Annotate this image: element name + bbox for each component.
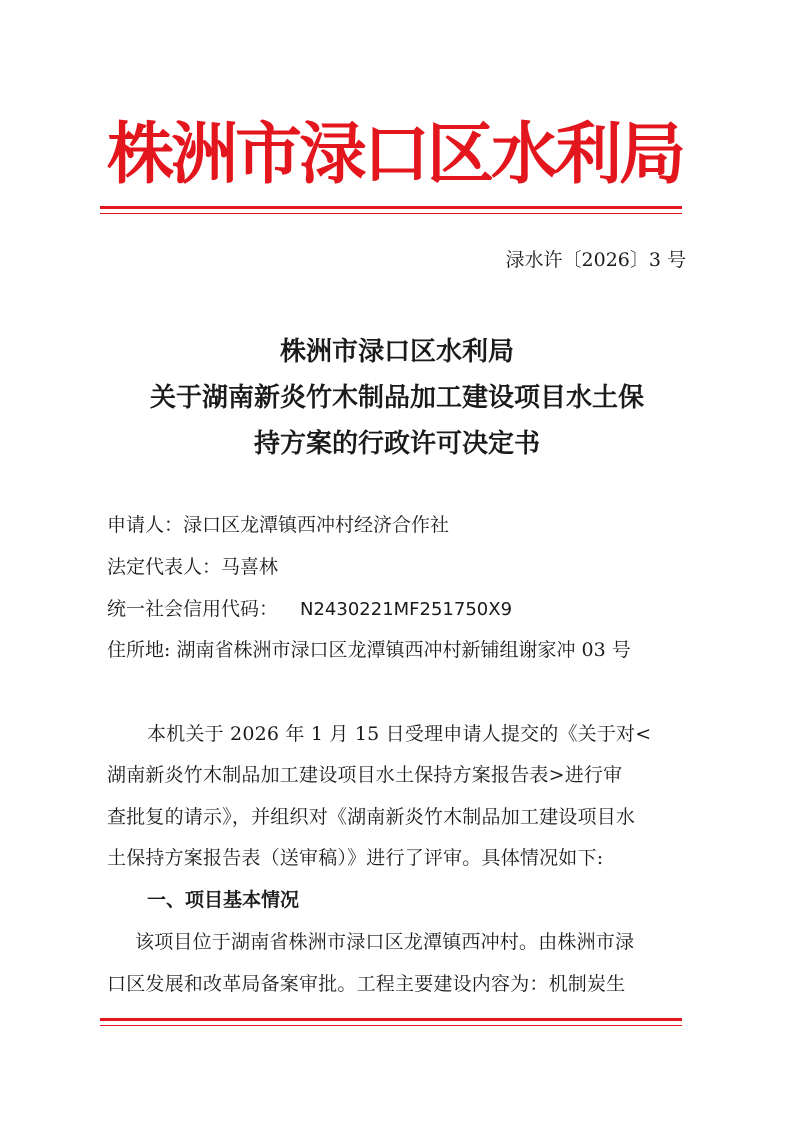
body-paragraph-1-line-4: 土保持方案报告表（送审稿）》进行了评审。具体情况如下:	[107, 847, 604, 869]
address-row	[107, 635, 631, 665]
footer-rule-thin	[100, 1025, 682, 1026]
credit-code-row	[107, 594, 512, 625]
section-1-heading: 一、项目基本情况	[147, 889, 300, 911]
header-rule-thick	[100, 206, 682, 209]
legal-rep-value: 马喜林	[221, 556, 279, 578]
body-paragraph-1-line-3: 查批复的请示》，并组织对《湖南新炎竹木制品加工建设项目水	[107, 806, 636, 828]
applicant-label: 申请人：	[107, 514, 184, 536]
agency-masthead: 株洲市渌口区水利局	[107, 114, 683, 193]
document-number: 渌水许〔2026〕3 号	[505, 249, 686, 271]
legal-rep-row	[107, 552, 278, 582]
legal-rep-label: 法定代表人：	[107, 556, 222, 578]
document-title-line-1: 株洲市渌口区水利局	[279, 337, 514, 367]
credit-code-value: N2430221MF251750X9	[300, 599, 513, 620]
footer-rule-thick	[100, 1018, 682, 1021]
document-title-line-3: 持方案的行政许可决定书	[253, 429, 540, 459]
address-label: 住所地:	[107, 639, 177, 661]
address-value: 湖南省株洲市渌口区龙潭镇西冲村新铺组谢家冲 03 号	[176, 639, 631, 661]
credit-code-label: 统一社会信用代码：	[107, 598, 279, 620]
body-paragraph-1-line-1: 本机关于 2026 年 1 月 15 日受理申请人提交的《关于对<	[147, 723, 652, 745]
applicant-row	[107, 510, 449, 540]
body-paragraph-2-line-2: 口区发展和改革局备案审批。工程主要建设内容为：机制炭生	[107, 973, 626, 995]
document-title-line-2: 关于湖南新炎竹木制品加工建设项目水土保	[149, 383, 644, 413]
body-paragraph-1-line-2: 湖南新炎竹木制品加工建设项目水土保持方案报告表>进行审	[107, 764, 623, 786]
applicant-value: 渌口区龙潭镇西冲村经济合作社	[183, 514, 450, 536]
body-paragraph-2-line-1: 该项目位于湖南省株洲市渌口区龙潭镇西冲村。由株洲市渌	[135, 931, 635, 953]
header-rule-thin	[100, 213, 682, 214]
